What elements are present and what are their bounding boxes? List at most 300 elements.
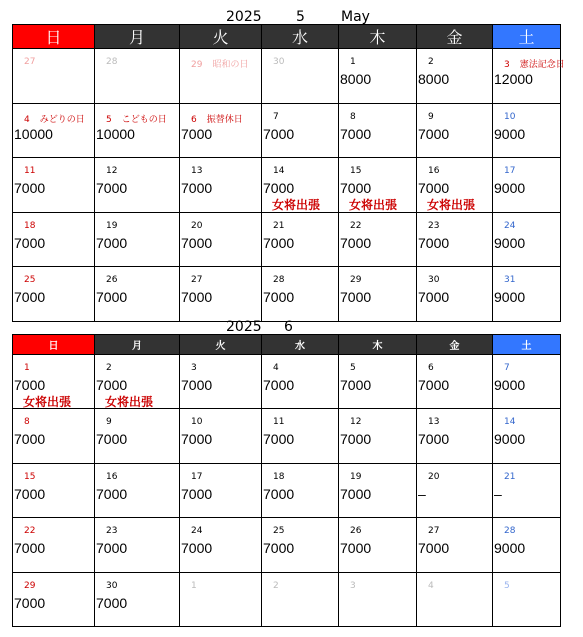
price-value: 9000	[494, 540, 526, 557]
june-day-cell	[262, 518, 339, 572]
day-number-text: 27	[24, 57, 36, 67]
day-number	[428, 472, 439, 482]
holiday-label: 憲法記念日	[519, 60, 565, 70]
day-number	[350, 581, 356, 591]
june-day-cell	[417, 463, 493, 517]
day-number-text: 2	[106, 363, 112, 373]
june-year: 2025	[226, 319, 262, 335]
may-week-row	[13, 49, 561, 104]
june-day-cell	[417, 518, 493, 572]
june-day-cell	[180, 409, 262, 463]
day-number	[504, 417, 515, 427]
june-day-cell	[339, 355, 417, 409]
day-number-text: 3	[350, 580, 356, 591]
may-day-cell	[262, 267, 339, 322]
june-day-cell	[95, 355, 180, 409]
day-number	[428, 221, 439, 231]
may-weekday-header: 金	[417, 25, 493, 49]
price-value: 7000	[340, 180, 372, 196]
day-number-text: 15	[350, 166, 362, 176]
day-number-text: 5	[350, 363, 356, 373]
may-day-cell	[13, 158, 95, 213]
note-label: 女将出張	[427, 198, 476, 212]
price-value: 7000	[96, 431, 128, 448]
june-day-cell	[180, 355, 262, 409]
day-number-text: 25	[273, 526, 285, 537]
day-number-text: 29	[24, 580, 36, 591]
price-value: 7000	[181, 234, 213, 251]
day-number-text: 6	[191, 114, 197, 125]
price-value: 12000	[494, 71, 533, 87]
day-number	[191, 472, 202, 482]
price-value: 7000	[340, 234, 372, 251]
may-weekday-header: 木	[339, 25, 417, 49]
may-weekday-header: 日	[13, 25, 95, 49]
day-number-text: 1	[191, 580, 197, 591]
may-day-cell	[180, 267, 262, 322]
day-number-text: 20	[428, 471, 440, 482]
june-weekday-header: 火	[180, 335, 262, 355]
price-value: 7000	[181, 125, 213, 142]
price-value: 7000	[181, 485, 213, 502]
may-day-cell	[95, 103, 180, 158]
day-number-text: 17	[191, 471, 203, 482]
may-calendar	[12, 24, 565, 322]
may-month-name: May	[341, 9, 370, 25]
price-value: 7000	[14, 180, 46, 196]
day-number	[191, 275, 202, 285]
may-day-cell	[262, 49, 339, 104]
june-day-cell	[13, 572, 95, 626]
may-day-cell	[493, 267, 561, 322]
day-number-text: 6	[428, 363, 434, 373]
day-number	[504, 472, 515, 482]
may-day-cell	[417, 212, 493, 267]
june-day-cell	[417, 355, 493, 409]
day-number-text: 18	[273, 471, 285, 482]
day-number	[428, 417, 439, 427]
may-day-cell	[95, 267, 180, 322]
june-day-cell	[262, 463, 339, 517]
day-number	[350, 166, 361, 176]
note-label: 女将出張	[105, 395, 154, 409]
price-value: 7000	[96, 289, 128, 305]
june-day-cell	[95, 572, 180, 626]
day-number	[24, 417, 30, 427]
price-value: 7000	[418, 377, 450, 393]
june-day-cell	[493, 355, 561, 409]
price-value: 7000	[263, 180, 295, 196]
may-day-cell	[339, 49, 417, 104]
day-number	[273, 221, 284, 231]
price-value: 7000	[340, 540, 372, 557]
day-number-text: 10	[191, 417, 203, 428]
day-number-text: 31	[504, 275, 516, 285]
june-month: 6	[284, 319, 293, 335]
day-number	[106, 57, 117, 67]
day-number	[273, 417, 284, 427]
day-number-text: 16	[106, 471, 118, 482]
may-day-cell	[417, 158, 493, 213]
day-number-text: 28	[504, 526, 516, 537]
may-day-cell	[339, 103, 417, 158]
day-number-text: 13	[191, 166, 203, 176]
may-day-cell	[13, 212, 95, 267]
may-weekday-header: 火	[180, 25, 262, 49]
day-number-text: 27	[191, 275, 203, 285]
may-day-cell	[262, 212, 339, 267]
day-number	[106, 417, 112, 427]
june-week-row	[13, 572, 561, 626]
day-number	[273, 275, 284, 285]
june-day-cell	[13, 409, 95, 463]
day-number-text: 30	[273, 57, 285, 67]
day-number-text: 20	[191, 220, 203, 231]
day-number	[504, 112, 515, 122]
day-number-text: 5	[106, 114, 112, 125]
june-day-cell	[95, 463, 180, 517]
june-day-cell	[262, 409, 339, 463]
june-weekday-header: 日	[13, 335, 95, 355]
day-number	[191, 526, 202, 536]
price-value: 7000	[181, 377, 213, 393]
june-day-cell	[95, 409, 180, 463]
may-day-cell	[417, 267, 493, 322]
june-weekday-header: 水	[262, 335, 339, 355]
may-day-cell	[493, 103, 561, 158]
day-number-text: 9	[428, 111, 434, 122]
june-day-cell	[13, 463, 95, 517]
may-day-cell	[493, 212, 561, 267]
june-day-cell	[180, 518, 262, 572]
day-number	[428, 57, 434, 67]
price-value: 7000	[96, 180, 128, 196]
may-weekday-header: 水	[262, 25, 339, 49]
day-number	[24, 363, 30, 373]
holiday-label: こどもの日	[121, 114, 167, 125]
day-number	[106, 363, 112, 373]
may-day-cell	[13, 49, 95, 104]
day-number	[24, 472, 35, 482]
june-day-cell	[13, 355, 95, 409]
may-month: 5	[296, 9, 305, 25]
day-number-text: 22	[350, 220, 362, 231]
price-value: 7000	[263, 125, 295, 142]
day-number-text: 25	[24, 275, 36, 285]
may-day-cell	[95, 49, 180, 104]
may-day-cell	[339, 212, 417, 267]
price-value: 7000	[14, 289, 46, 305]
may-day-cell	[262, 103, 339, 158]
may-day-cell	[180, 103, 262, 158]
day-number-text: 13	[428, 417, 440, 428]
may-day-cell	[95, 212, 180, 267]
june-day-cell	[339, 518, 417, 572]
day-number-text: 10	[504, 111, 516, 122]
day-number	[504, 166, 515, 176]
day-number	[350, 417, 361, 427]
price-value: 7000	[418, 540, 450, 557]
day-number	[106, 166, 117, 176]
day-number-text: 2	[273, 580, 279, 591]
may-day-cell	[180, 49, 262, 104]
holiday-label: みどりの日	[39, 114, 85, 125]
june-day-cell	[95, 518, 180, 572]
day-number-text: 29	[350, 275, 362, 285]
price-value: 7000	[96, 377, 128, 393]
day-number	[428, 166, 439, 176]
day-number-text: 17	[504, 166, 516, 176]
day-number-text: 29	[191, 60, 203, 70]
day-number	[273, 526, 284, 536]
day-number-text: 18	[24, 220, 36, 231]
price-value: –	[418, 485, 426, 502]
day-number	[350, 275, 361, 285]
day-number	[24, 581, 35, 591]
june-day-cell	[339, 572, 417, 626]
day-number	[504, 221, 515, 231]
day-number-text: 24	[504, 220, 516, 231]
june-day-cell	[180, 572, 262, 626]
june-weekday-header: 土	[493, 335, 561, 355]
day-number	[191, 363, 197, 373]
day-number	[191, 57, 248, 70]
day-number-text: 30	[428, 275, 440, 285]
price-value: 7000	[14, 485, 46, 502]
day-number-text: 3	[504, 60, 510, 70]
day-number	[428, 363, 434, 373]
day-number	[428, 581, 434, 591]
day-number-text: 11	[24, 166, 36, 176]
day-number-text: 2	[428, 57, 434, 67]
june-day-cell	[493, 409, 561, 463]
may-year: 2025	[226, 9, 262, 25]
day-number-text: 28	[106, 57, 118, 67]
note-label: 女将出張	[349, 198, 398, 212]
day-number-text: 19	[106, 220, 118, 231]
price-value: 7000	[340, 431, 372, 448]
may-day-cell	[95, 158, 180, 213]
day-number	[273, 166, 284, 176]
price-value: 9000	[494, 289, 526, 305]
day-number	[350, 526, 361, 536]
price-value: 7000	[263, 377, 295, 393]
day-number	[106, 275, 117, 285]
price-value: 7000	[340, 125, 372, 142]
day-number	[24, 221, 35, 231]
price-value: 7000	[418, 125, 450, 142]
may-day-cell	[493, 49, 565, 104]
june-weekday-header: 金	[417, 335, 493, 355]
june-week-row	[13, 409, 561, 463]
price-value: 7000	[96, 485, 128, 502]
day-number-text: 19	[350, 471, 362, 482]
june-day-cell	[339, 409, 417, 463]
price-value: 7000	[96, 540, 128, 557]
price-value: 9000	[494, 180, 526, 196]
day-number-text: 14	[273, 166, 285, 176]
day-number	[273, 112, 279, 122]
may-day-cell	[180, 212, 262, 267]
june-weekday-header: 月	[95, 335, 180, 355]
day-number-text: 5	[504, 580, 510, 591]
price-value: 7000	[263, 431, 295, 448]
day-number-text: 26	[350, 526, 362, 537]
day-number	[428, 112, 434, 122]
price-value: 10000	[14, 125, 53, 142]
day-number	[350, 112, 356, 122]
day-number-text: 7	[504, 363, 510, 373]
price-value: 7000	[14, 377, 46, 393]
price-value: 7000	[418, 234, 450, 251]
day-number-text: 1	[350, 57, 356, 67]
day-number	[350, 363, 356, 373]
june-calendar	[12, 334, 561, 627]
may-day-cell	[13, 267, 95, 322]
holiday-label: 昭和の日	[212, 60, 249, 70]
day-number-text: 3	[191, 363, 197, 373]
price-value: 7000	[181, 431, 213, 448]
june-week-row	[13, 518, 561, 572]
june-day-cell	[262, 572, 339, 626]
june-day-cell	[417, 409, 493, 463]
price-value: 7000	[340, 485, 372, 502]
day-number-text: 1	[24, 363, 30, 373]
day-number	[191, 581, 197, 591]
may-day-cell	[417, 49, 493, 104]
may-day-cell	[493, 158, 561, 213]
day-number	[106, 581, 117, 591]
day-number	[191, 221, 202, 231]
may-week-row	[13, 212, 561, 267]
june-day-cell	[180, 463, 262, 517]
day-number-text: 24	[191, 526, 203, 537]
price-value: 8000	[340, 71, 372, 87]
may-weekday-header: 土	[493, 25, 561, 49]
price-value: 7000	[14, 431, 46, 448]
day-number-text: 28	[273, 275, 285, 285]
day-number	[273, 472, 284, 482]
price-value: 9000	[494, 234, 526, 251]
price-value: 7000	[14, 234, 46, 251]
day-number-text: 8	[350, 111, 356, 122]
day-number-text: 7	[273, 111, 279, 122]
day-number-text: 4	[273, 363, 279, 373]
holiday-label: 振替休日	[206, 114, 243, 125]
day-number	[504, 526, 515, 536]
price-value: 9000	[494, 377, 526, 393]
day-number	[504, 57, 565, 70]
price-value: 7000	[263, 289, 295, 305]
day-number-text: 12	[106, 166, 118, 176]
june-day-cell	[493, 572, 561, 626]
day-number	[106, 526, 117, 536]
price-value: 7000	[263, 485, 295, 502]
may-day-cell	[339, 158, 417, 213]
day-number-text: 23	[428, 220, 440, 231]
day-number	[24, 112, 85, 125]
day-number-text: 27	[428, 526, 440, 537]
price-value: 7000	[181, 180, 213, 196]
day-number-text: 14	[504, 417, 516, 428]
may-week-row	[13, 158, 561, 213]
day-number	[350, 472, 361, 482]
may-weekday-header: 月	[95, 25, 180, 49]
day-number	[350, 57, 356, 67]
day-number	[428, 526, 439, 536]
may-day-cell	[262, 158, 339, 213]
day-number	[273, 57, 284, 67]
june-day-cell	[493, 518, 561, 572]
day-number	[106, 221, 117, 231]
price-value: 7000	[263, 234, 295, 251]
day-number	[24, 275, 35, 285]
may-day-cell	[417, 103, 493, 158]
may-day-cell	[13, 103, 95, 158]
day-number	[24, 57, 35, 67]
price-value: –	[494, 485, 502, 502]
day-number	[428, 275, 439, 285]
price-value: 7000	[96, 594, 128, 611]
price-value: 7000	[340, 289, 372, 305]
day-number-text: 23	[106, 526, 118, 537]
note-label: 女将出張	[23, 395, 72, 409]
day-number	[106, 472, 117, 482]
price-value: 7000	[181, 289, 213, 305]
price-value: 7000	[418, 180, 450, 196]
day-number	[350, 221, 361, 231]
day-number-text: 21	[504, 471, 516, 482]
day-number	[24, 166, 35, 176]
day-number-text: 16	[428, 166, 440, 176]
day-number	[504, 363, 510, 373]
june-day-cell	[13, 518, 95, 572]
day-number-text: 30	[106, 580, 118, 591]
day-number-text: 22	[24, 526, 36, 537]
day-number	[273, 363, 279, 373]
price-value: 7000	[340, 377, 372, 393]
price-value: 9000	[494, 431, 526, 448]
day-number	[106, 112, 167, 125]
day-number-text: 11	[273, 417, 285, 428]
day-number-text: 4	[24, 114, 30, 125]
day-number	[191, 112, 243, 125]
day-number	[24, 526, 35, 536]
price-value: 7000	[418, 431, 450, 448]
june-week-row	[13, 463, 561, 517]
day-number	[504, 581, 510, 591]
day-number-text: 26	[106, 275, 118, 285]
day-number-text: 12	[350, 417, 362, 428]
day-number-text: 9	[106, 417, 112, 428]
may-week-row	[13, 103, 561, 158]
june-day-cell	[417, 572, 493, 626]
price-value: 7000	[181, 540, 213, 557]
june-day-cell	[339, 463, 417, 517]
may-day-cell	[339, 267, 417, 322]
note-label: 女将出張	[272, 198, 321, 212]
may-week-row	[13, 267, 561, 322]
day-number-text: 4	[428, 580, 434, 591]
june-weekday-header: 木	[339, 335, 417, 355]
day-number	[191, 417, 202, 427]
may-day-cell	[180, 158, 262, 213]
day-number-text: 15	[24, 471, 36, 482]
price-value: 8000	[418, 71, 450, 87]
price-value: 7000	[14, 594, 46, 611]
june-day-cell	[262, 355, 339, 409]
day-number-text: 21	[273, 220, 285, 231]
